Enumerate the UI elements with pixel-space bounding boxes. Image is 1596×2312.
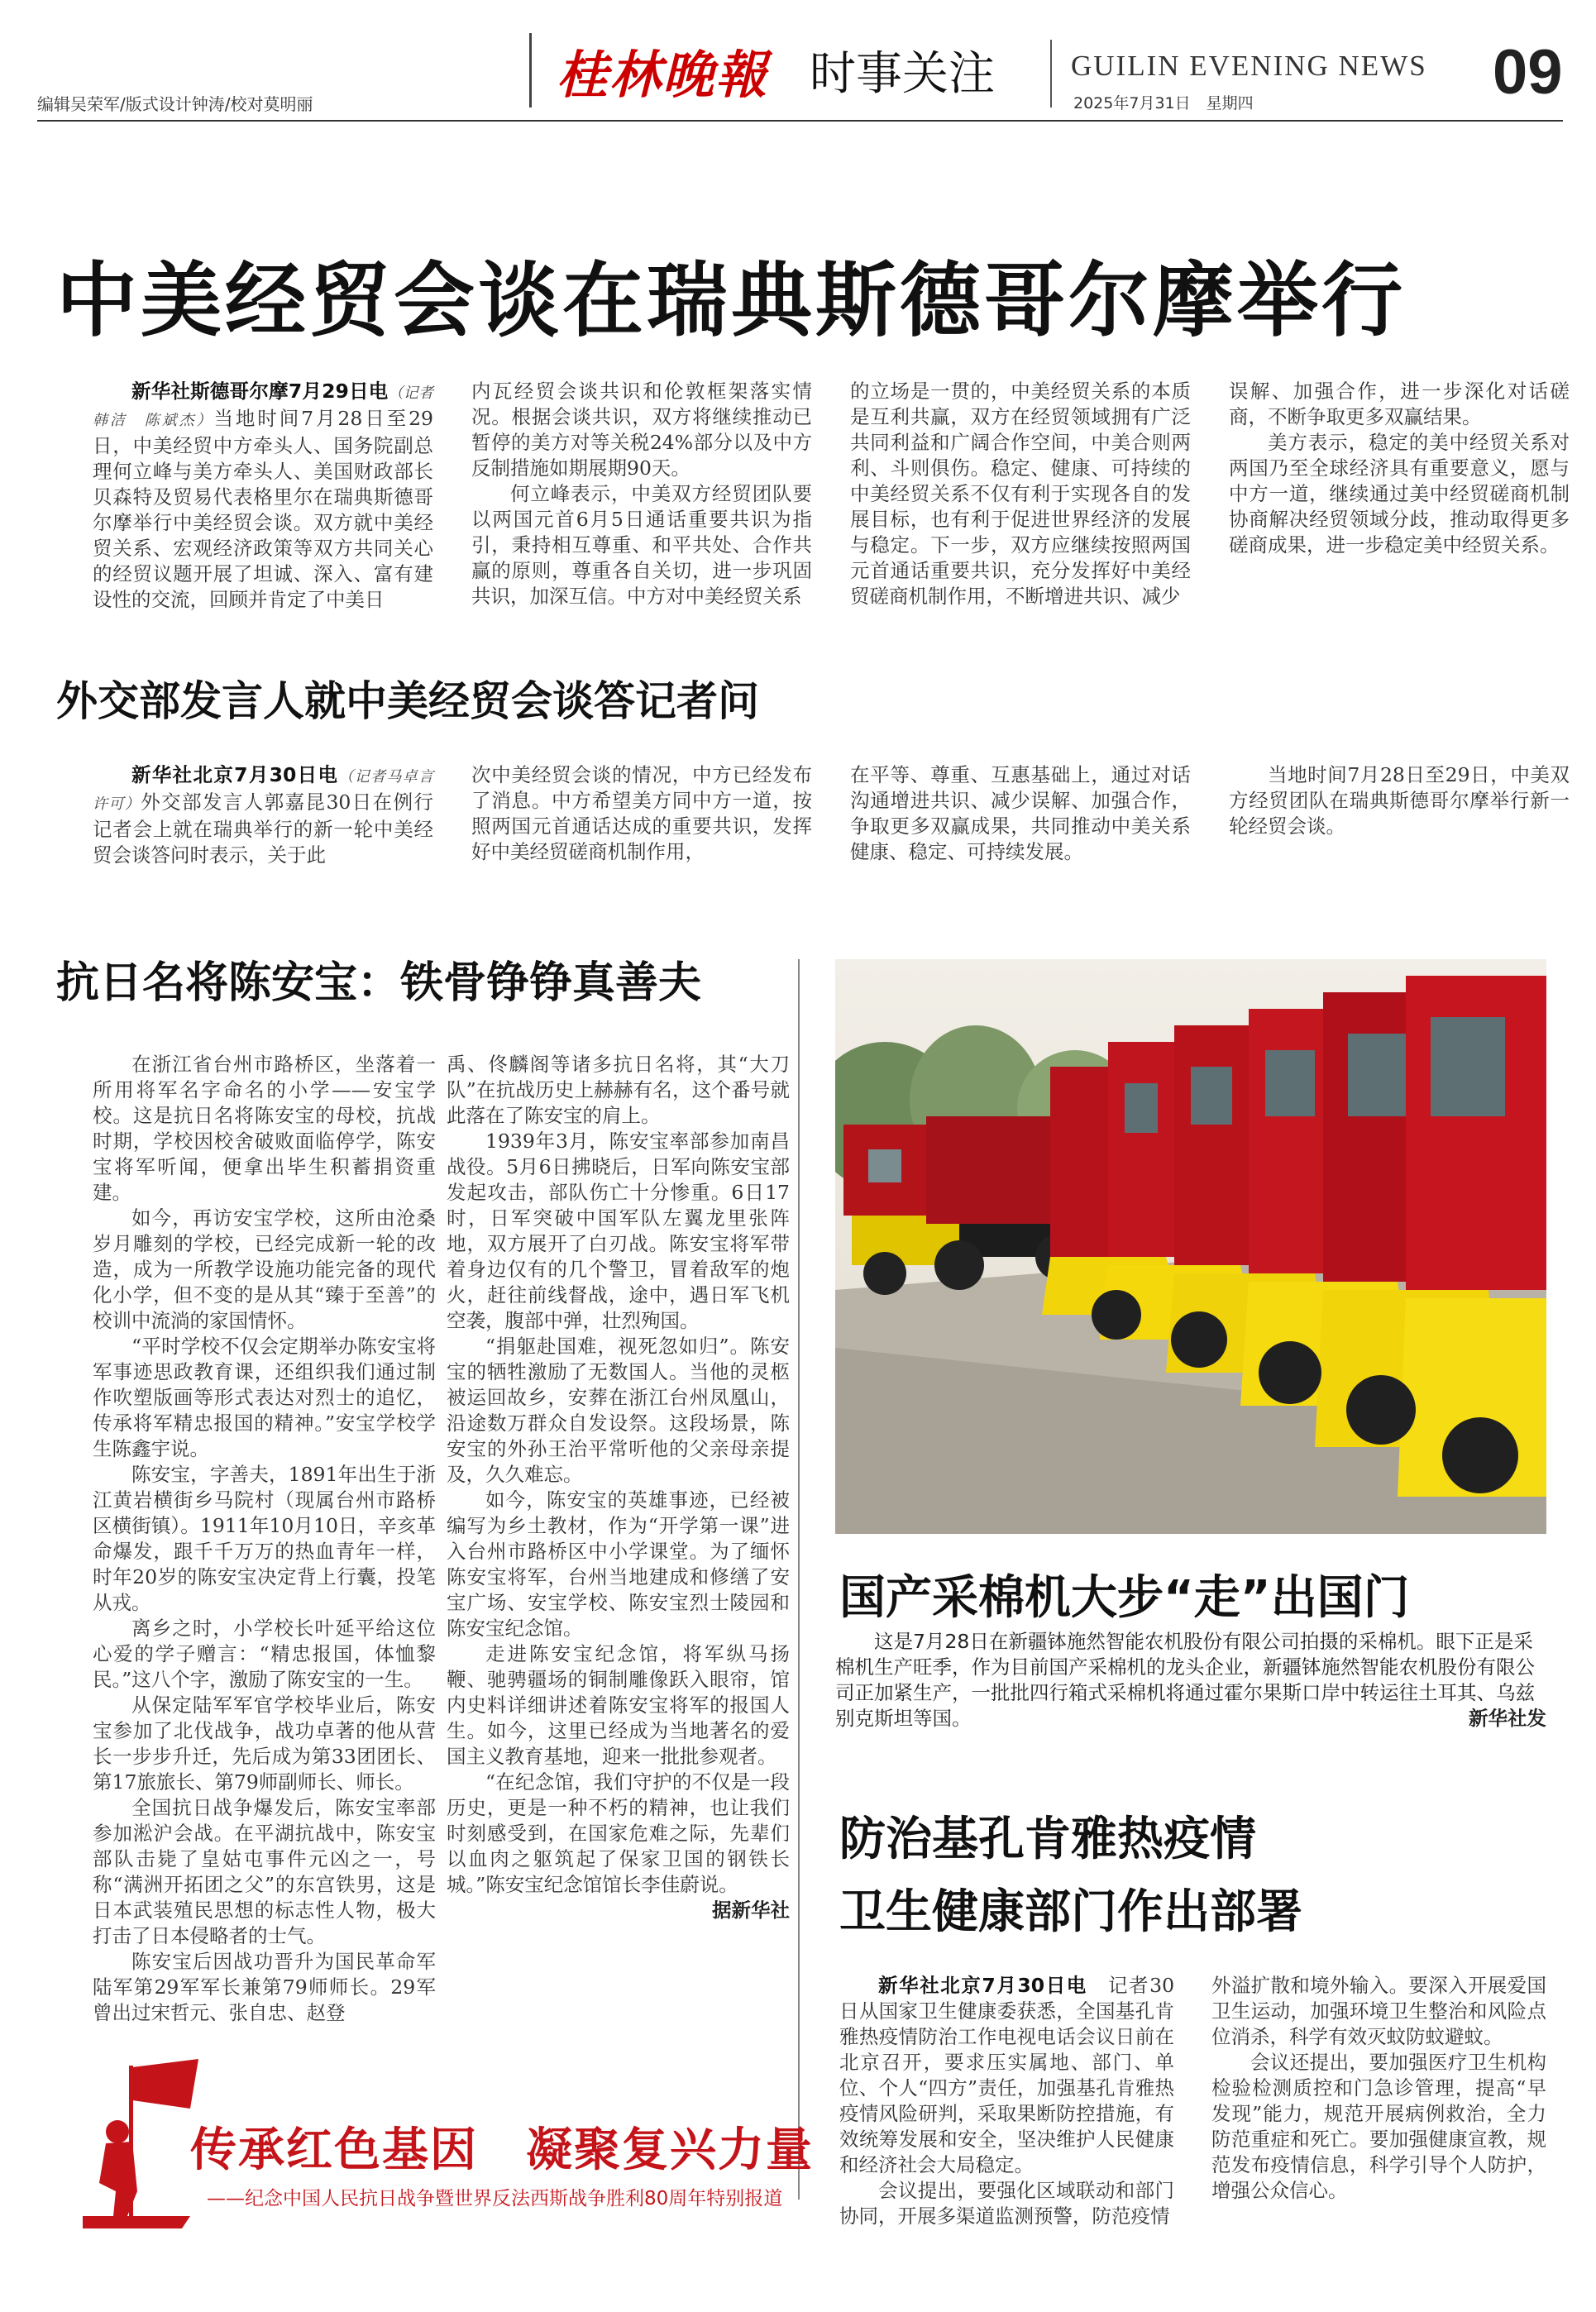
lead-col-4	[1229, 379, 1570, 613]
cotton-caption	[835, 1629, 1546, 1732]
lead-reporters: （记者韩洁 陈斌杰）	[93, 385, 434, 429]
lead-col1-text: 当地时间7月28日至29日，中美经贸中方牵头人、国务院副总理何立峰与美方牵头人、美国财政部长贝森特及贸易代表格里尔在瑞典斯德哥尔摩举行中美经贸会谈。双方就中美经贸关系、宏观经济政策等双方共同关心的经贸议题开展了坦诚、深入、富有建设性的交流，回顾并肯定了中美日	[93, 407, 433, 611]
lead-col2-p2: 何立峰表示，中美双方经贸团队要以两国元首6月5日通话重要共识为指引，秉持相互尊重、和平共处、合作共赢的原则，尊重各自关切，进一步巩固共识，加深互信。中方对中美经贸关系	[471, 482, 812, 608]
chen-para: 如今，再访安宝学校，这所由沧桑岁月雕刻的学校，已经完成新一轮的改造，成为一所教学设施功能完备的现代化小学，但不变的是从其“臻于至善”的校训中流淌的家国情怀。	[93, 1206, 436, 1332]
chen-para: 从保定陆军军官学校毕业后，陈安宝参加了北伐战争，战功卓著的他从营长一步步升迁，先后成为第33团团长、第17旅旅长、第79师副师长、师长。	[93, 1693, 436, 1794]
chik-para: 会议还提出，要加强医疗卫生机构检验检测质控和门急诊管理，提高“早发现”能力，规范开展病例救治，全力防范重症和死亡。要加强健康宣教，规范发布疫情信息，科学引导个人防护，增强公众信心。	[1211, 2051, 1546, 2202]
chen-para: “平时学校不仅会定期举办陈安宝将军事迹思政教育课，还组织我们通过制作吹塑版画等形式表达对烈士的追忆，传承将军精忠报国的精神。”安宝学校学生陈鑫宇说。	[93, 1335, 436, 1460]
cotton-headline: 国产采棉机大步“走”出国门	[839, 1571, 1410, 1625]
chen-para: 在浙江省台州市路桥区，坐落着一所用将军名字命名的小学——安宝学校。这是抗日名将陈安宝的母校，抗战时期，学校因校舍破败面临停学，陈安宝将军听闻，便拿出毕生积蓄捐资重建。	[93, 1053, 436, 1204]
paper-logo: 桂林晚報	[557, 44, 769, 105]
lead-dateline: 新华社斯德哥尔摩7月29日电	[131, 380, 389, 403]
masthead-rule	[37, 120, 1563, 122]
fm-col-1	[93, 762, 449, 868]
fm-col-3	[850, 762, 1191, 868]
chen-para: “在纪念馆，我们守护的不仅是一段历史，更是一种不朽的精神，也让我们时刻感受到，在国家危难之际，先辈们以血肉之躯筑起了保家卫国的钢铁长城。”陈安宝纪念馆馆长李佳蔚说。	[447, 1770, 790, 1896]
lead-col4-p1: 误解、加强合作，进一步深化对话磋商，不断争取更多双赢结果。	[1229, 380, 1570, 428]
lead-col-3	[850, 379, 1191, 613]
fm-col3-text: 在平等、尊重、互惠基础上，通过对话沟通增进共识、减少误解、加强合作，争取更多双赢成果，共同推动中美关系健康、稳定、可持续发展。	[850, 763, 1191, 863]
chen-col-1	[93, 1052, 436, 2026]
lead-article	[93, 379, 1570, 613]
chen-source: 据新华社	[712, 1899, 790, 1922]
column-divider	[798, 959, 800, 2200]
lead-col-1	[93, 379, 433, 613]
banner-title: 传承红色基因 凝聚复兴力量	[190, 2123, 814, 2177]
chik-headline-1: 防治基孔肯雅热疫情	[839, 1813, 1256, 1866]
chik-para: 记者30日从国家卫生健康委获悉，全国基孔肯雅热疫情防治工作电视电话会议日前在北京召开，要求压实属地、部门、单位、个人“四方”责任，加强基孔肯雅热疫情风险研判，采取果断防控措施，有效统筹发展和安全，坚决维护人民健康和经济社会大局稳定。	[839, 1974, 1175, 2176]
chik-col-2	[1211, 1973, 1546, 2204]
flag-soldier-icon	[83, 2051, 207, 2233]
chen-para: “捐躯赴国难，视死忽如归”。陈安宝的牺牲激励了无数国人。当他的灵柩被运回故乡，安葬在浙江台州凤凰山，沿途数万群众自发设祭。这段场景，陈安宝的外孙王治平常听他的父亲母亲提及，久久难忘。	[447, 1335, 790, 1486]
chen-para: 全国抗日战争爆发后，陈安宝率部参加淞沪会战。在平湖抗战中，陈安宝部队击毙了皇姑屯事件元凶之一，号称“满洲开拓团之父”的东宫铁男，这是日本武装殖民思想的标志性人物，极大打击了日本侵略者的士气。	[93, 1796, 436, 1947]
chen-para: 走进陈安宝纪念馆，将军纵马扬鞭、驰骋疆场的铜制雕像跃入眼帘，馆内史料详细讲述着陈安宝将军的报国人生。如今，这里已经成为当地著名的爱国主义教育基地，迎来一批批参观者。	[447, 1642, 790, 1768]
masthead	[0, 0, 1596, 124]
fm-reporters: （记者马卓言 许可）	[93, 768, 449, 813]
chen-para: 1939年3月，陈安宝率部参加南昌战役。5月6日拂晓后，日军向陈安宝部发起攻击，部队伤亡十分惨重。6日17时，日军突破中国军队左翼龙里张阵地，双方展开了白刃战。陈安宝将军带着身边仅有的几个警卫，冒着敌军的炮火，赶往前线督战，途中，遇日军飞机空袭，腹部中弹，壮烈殉国。	[447, 1130, 790, 1332]
issue-date: 2025年7月31日 星期四	[1073, 94, 1254, 112]
section-title: 时事关注	[810, 47, 996, 101]
chen-para: 离乡之时，小学校长叶延平给这位心爱的学子赠言：“精忠报国，体恤黎民。”这八个字，激励了陈安宝的一生。	[93, 1617, 436, 1691]
chik-headline-2: 卫生健康部门作出部署	[839, 1885, 1302, 1939]
english-name: GUILIN EVENING NEWS	[1071, 50, 1427, 82]
cotton-picker-illustration	[835, 959, 1546, 1534]
cotton-caption-text: 这是7月28日在新疆钵施然智能农机股份有限公司拍摄的采棉机。眼下正是采棉机生产旺季，作为目前国产采棉机的龙头企业，新疆钵施然智能农机股份有限公司正加紧生产，一批批四行箱式采棉机将通过霍尔果斯口岸中转运往土耳其、乌兹别克斯坦等国。	[835, 1630, 1535, 1730]
fm-col-2	[471, 762, 812, 868]
brand	[529, 33, 995, 107]
lead-col-2	[471, 379, 812, 613]
fm-col-4	[1229, 762, 1570, 868]
lead-headline: 中美经贸会谈在瑞典斯德哥尔摩举行	[56, 254, 1407, 348]
chen-headline: 抗日名将陈安宝：铁骨铮铮真善夫	[56, 958, 702, 1008]
fm-col4-text: 当地时间7月28日至29日，中美双方经贸团队在瑞典斯德哥尔摩举行新一轮经贸会谈。	[1229, 763, 1570, 838]
page-number: 09	[1493, 37, 1563, 107]
fm-dateline: 新华社北京7月30日电	[131, 763, 339, 786]
chen-para: 禹、佟麟阁等诸多抗日名将，其“大刀队”在抗战历史上赫赫有名，这个番号就此落在了陈安宝的肩上。	[447, 1053, 790, 1127]
lead-col2-p1: 内瓦经贸会谈共识和伦敦框架落实情况。根据会谈共识，双方将继续推动已暂停的美方对等关税24%部分以及中方反制措施如期展期90天。	[471, 380, 812, 480]
special-report-banner	[74, 2051, 814, 2233]
chik-col-1	[839, 1973, 1174, 2229]
masthead-divider	[1050, 40, 1052, 107]
editor-credits: 编辑吴荣军/版式设计钟涛/校对莫明丽	[37, 94, 313, 114]
cotton-credit: 新华社发	[1469, 1707, 1546, 1730]
banner-subtitle: ——纪念中国人民抗日战争暨世界反法西斯战争胜利80周年特别报道	[207, 2188, 783, 2209]
chik-para: 外溢扩散和境外输入。要深入开展爱国卫生运动，加强环境卫生整治和风险点位消杀，科学有效灭蚊防蚊避蚊。	[1211, 1974, 1546, 2048]
chen-para: 如今，陈安宝的英雄事迹，已经被编写为乡土教材，作为“开学第一课”进入台州市路桥区中小学课堂。为了缅怀陈安宝将军，台州当地建成和修缮了安宝广场、安宝学校、陈安宝烈士陵园和陈安宝纪念馆。	[447, 1488, 790, 1640]
fm-headline: 外交部发言人就中美经贸会谈答记者问	[56, 677, 759, 725]
fm-col2-text: 次中美经贸会谈的情况，中方已经发布了消息。中方希望美方同中方一道，按照两国元首通话达成的重要共识，发挥好中美经贸磋商机制作用，	[471, 763, 812, 863]
lead-col3-text: 的立场是一贯的，中美经贸关系的本质是互利共赢，双方在经贸领域拥有广泛共同利益和广阔合作空间，中美合则两利、斗则俱伤。稳定、健康、可持续的中美经贸关系不仅有利于实现各自的发展目标，也有利于促进世界经济的发展与稳定。下一步，双方应继续按照两国元首通话重要共识，充分发挥好中美经贸磋商机制作用，不断增进共识、减少	[850, 380, 1191, 608]
chik-dateline: 新华社北京7月30日电	[878, 1974, 1087, 1997]
chen-para: 陈安宝后因战功晋升为国民革命军陆军第29军军长兼第79师师长。29军曾出过宋哲元、张自忠、赵登	[93, 1950, 436, 2024]
fm-article	[93, 762, 1570, 868]
fm-col1-text: 外交部发言人郭嘉昆30日在例行记者会上就在瑞典举行的新一轮中美经贸会谈答问时表示，关于此	[93, 791, 434, 867]
chen-col-2	[447, 1052, 790, 1923]
lead-col4-p2: 美方表示，稳定的美中经贸关系对两国乃至全球经济具有重要意义，愿与中方一道，继续通过美中经贸磋商机制协商解决经贸领域分歧，推动取得更多磋商成果，进一步稳定美中经贸关系。	[1229, 431, 1570, 557]
chen-para: 陈安宝，字善夫，1891年出生于浙江黄岩横街乡马院村（现属台州市路桥区横街镇）。1911年10月10日，辛亥革命爆发，跟千千万万的热血青年一样，时年20岁的陈安宝决定背上行囊，投笔从戎。	[93, 1463, 436, 1614]
chik-para: 会议提出，要强化区域联动和部门协同，开展多渠道监测预警，防范疫情	[839, 2179, 1174, 2228]
cotton-picker-photo	[835, 959, 1546, 1534]
